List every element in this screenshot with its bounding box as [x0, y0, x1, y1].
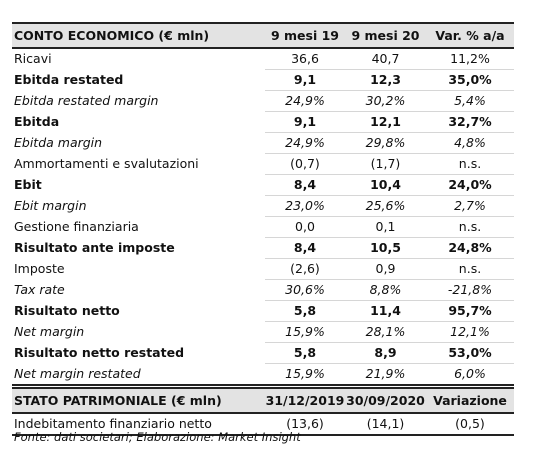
- row-value-col1: 15,9%: [265, 322, 345, 343]
- row-value-col3: 5,4%: [426, 91, 514, 112]
- balance-header-row: [12, 388, 514, 413]
- table-row: [12, 364, 514, 386]
- table-row: [12, 343, 514, 364]
- table-row: [12, 48, 514, 70]
- income-header-col2: 9 mesi 20: [345, 23, 426, 48]
- table-row: [12, 259, 514, 280]
- row-value-col1: 8,4: [265, 175, 345, 196]
- row-label: Ricavi: [14, 51, 52, 67]
- row-label: Net margin: [14, 324, 85, 339]
- row-value-col1: (13,6): [265, 413, 345, 435]
- row-value-col3: 11,2%: [426, 48, 514, 70]
- row-value-col1: 5,8: [265, 343, 345, 364]
- balance-sheet-table: [12, 387, 514, 436]
- row-label: Indebitamento finanziario netto: [12, 413, 265, 435]
- row-value-col2: 21,9%: [345, 364, 426, 386]
- table-row: [12, 154, 514, 175]
- row-value-col2: 10,4: [345, 175, 426, 196]
- row-value-col2: 11,4: [345, 301, 426, 322]
- row-value-col1: (0,7): [265, 154, 345, 175]
- row-value-col3: 32,7%: [426, 112, 514, 133]
- row-value-col2: 30,2%: [345, 91, 426, 112]
- row-label: Risultato netto restated: [14, 345, 185, 360]
- balance-header-label: STATO PATRIMONIALE (€ mln): [12, 388, 265, 413]
- income-header-col1: 9 mesi 19: [265, 23, 345, 48]
- row-label: Net margin restated: [12, 364, 265, 386]
- balance-header-col3: Variazione: [426, 388, 514, 413]
- row-value-col3: -21,8%: [426, 280, 514, 301]
- row-label: Imposte: [14, 261, 65, 276]
- row-value-col3: n.s.: [426, 259, 514, 280]
- table-row: [12, 91, 514, 112]
- row-value-col1: 5,8: [265, 301, 345, 322]
- row-value-col2: 12,3: [345, 70, 426, 91]
- row-label: Risultato ante imposte: [14, 240, 175, 255]
- row-value-col1: 23,0%: [265, 196, 345, 217]
- table-row: [12, 238, 514, 259]
- row-label: Ebitda margin: [14, 135, 103, 150]
- table-row: [12, 196, 514, 217]
- row-label: Gestione finanziaria: [14, 219, 139, 234]
- row-value-col1: 30,6%: [265, 280, 345, 301]
- income-header-row: [12, 23, 514, 48]
- row-value-col2: 28,1%: [345, 322, 426, 343]
- table-row: [12, 217, 514, 238]
- row-value-col3: n.s.: [426, 217, 514, 238]
- row-value-col2: 10,5: [345, 238, 426, 259]
- row-value-col2: (1,7): [345, 154, 426, 175]
- balance-header-col2: 30/09/2020: [345, 388, 426, 413]
- row-value-col3: 2,7%: [426, 196, 514, 217]
- source-note: Fonte: dati societari; Elaborazione: Market Insight: [14, 430, 301, 444]
- row-value-col2: 8,8%: [345, 280, 426, 301]
- row-value-col2: 0,1: [345, 217, 426, 238]
- row-value-col1: 0,0: [265, 217, 345, 238]
- row-value-col1: 24,9%: [265, 133, 345, 154]
- table-row: [12, 280, 514, 301]
- row-value-col1: 24,9%: [265, 91, 345, 112]
- income-statement-table: [12, 22, 514, 386]
- row-label: Ebitda: [14, 114, 60, 129]
- balance-header-col1: 31/12/2019: [265, 388, 345, 413]
- row-value-col2: 25,6%: [345, 196, 426, 217]
- row-value-col1: 36,6: [265, 48, 345, 70]
- row-value-col3: 24,8%: [426, 238, 514, 259]
- row-value-col2: 29,8%: [345, 133, 426, 154]
- row-label: Ebit margin: [14, 198, 87, 213]
- row-value-col2: (14,1): [345, 413, 426, 435]
- row-value-col1: 9,1: [265, 112, 345, 133]
- row-value-col2: 40,7: [345, 48, 426, 70]
- row-value-col2: 8,9: [345, 343, 426, 364]
- row-label: Ebitda restated margin: [14, 93, 159, 108]
- row-value-col3: 4,8%: [426, 133, 514, 154]
- row-value-col1: 8,4: [265, 238, 345, 259]
- row-value-col3: 6,0%: [426, 364, 514, 386]
- table-row: [12, 133, 514, 154]
- row-value-col3: (0,5): [426, 413, 514, 435]
- row-value-col1: (2,6): [265, 259, 345, 280]
- row-value-col2: 0,9: [345, 259, 426, 280]
- row-label: Tax rate: [14, 282, 65, 297]
- row-value-col1: 15,9%: [265, 364, 345, 386]
- row-value-col3: 12,1%: [426, 322, 514, 343]
- row-value-col2: 12,1: [345, 112, 426, 133]
- income-table-body: [12, 48, 514, 385]
- row-value-col3: 53,0%: [426, 343, 514, 364]
- row-value-col3: 35,0%: [426, 70, 514, 91]
- table-row: [12, 322, 514, 343]
- row-value-col3: 24,0%: [426, 175, 514, 196]
- row-label: Risultato netto: [14, 303, 120, 318]
- row-value-col3: 95,7%: [426, 301, 514, 322]
- table-row: [12, 70, 514, 91]
- row-label: Ammortamenti e svalutazioni: [14, 156, 199, 171]
- row-value-col1: 9,1: [265, 70, 345, 91]
- table-row: [12, 112, 514, 133]
- row-value-col3: n.s.: [426, 154, 514, 175]
- row-label: Ebit: [14, 177, 42, 192]
- row-label: Ebitda restated: [14, 72, 124, 87]
- income-header-col3: Var. % a/a: [426, 23, 514, 48]
- table-row: [12, 301, 514, 322]
- income-header-label: CONTO ECONOMICO (€ mln): [12, 23, 265, 48]
- table-row: [12, 175, 514, 196]
